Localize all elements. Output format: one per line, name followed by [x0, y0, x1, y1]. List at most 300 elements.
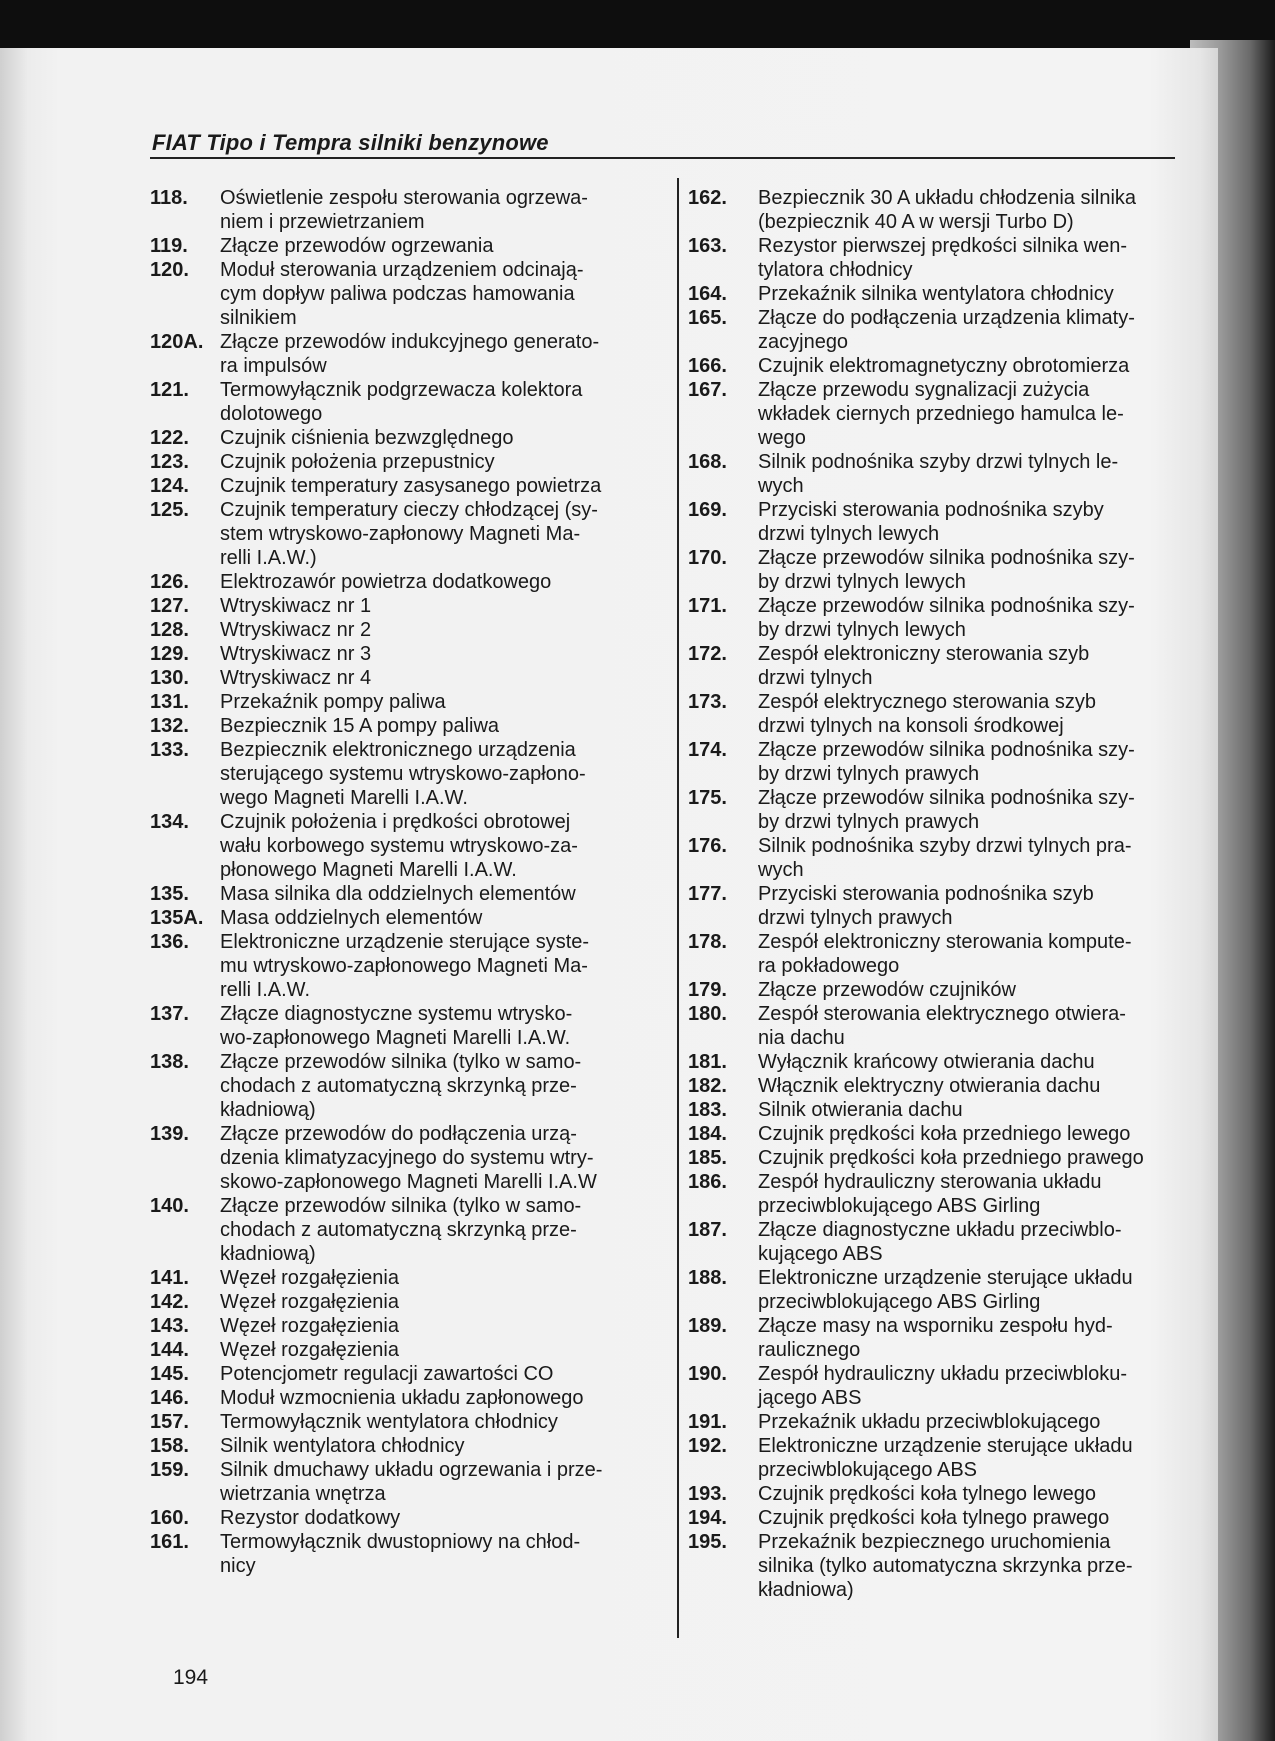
- legend-entry-number: 166.: [688, 355, 727, 377]
- legend-entry-description: [758, 1434, 1178, 1482]
- legend-entry-line: zacyjnego: [758, 331, 849, 353]
- legend-entry-line: sterującego systemu wtryskowo-zapłono-: [220, 763, 586, 785]
- legend-entry-line: drzwi tylnych lewych: [758, 523, 940, 545]
- legend-entry-line: cym dopływ paliwa podczas hamowania: [220, 283, 575, 305]
- legend-entry: [688, 546, 1178, 594]
- legend-entry-line: Czujnik temperatury zasysanego powietrza: [220, 475, 602, 497]
- legend-entry-description: [758, 738, 1178, 786]
- legend-entry: [688, 882, 1178, 930]
- legend-entry-number: 135.: [150, 883, 189, 905]
- legend-entry-number: 142.: [150, 1291, 189, 1313]
- legend-entry-description: [220, 1002, 640, 1050]
- legend-entry-number: 172.: [688, 643, 727, 665]
- legend-entry-line: jącego ABS: [758, 1387, 862, 1409]
- legend-entry-number: 131.: [150, 691, 189, 713]
- legend-entry-description: [758, 354, 1178, 378]
- legend-entry-line: Elektroniczne urządzenie sterujące układu: [758, 1267, 1133, 1289]
- legend-entry: [688, 1266, 1178, 1314]
- legend-entry: [688, 1098, 1178, 1122]
- legend-entry-line: przeciwblokującego ABS: [758, 1459, 978, 1481]
- legend-entry-number: 137.: [150, 1003, 189, 1025]
- legend-entry-description: [220, 570, 640, 594]
- legend-entry-line: przeciwblokującego ABS Girling: [758, 1195, 1041, 1217]
- legend-entry-line: Silnik podnośnika szyby drzwi tylnych pra-: [758, 835, 1132, 857]
- legend-entry-description: [220, 618, 640, 642]
- legend-entry-number: 193.: [688, 1483, 727, 1505]
- legend-entry-number: 128.: [150, 619, 189, 641]
- legend-entry-number: 122.: [150, 427, 189, 449]
- legend-entry-line: Przekaźnik układu przeciwblokującego: [758, 1411, 1101, 1433]
- legend-entry-line: niem i przewietrzaniem: [220, 211, 425, 233]
- legend-entry-description: [758, 930, 1178, 978]
- legend-entry: [150, 642, 640, 666]
- legend-entry-description: [220, 738, 640, 810]
- legend-entry-description: [758, 594, 1178, 642]
- legend-entry-line: Złącze przewodów silnika podnośnika szy-: [758, 787, 1135, 809]
- legend-entry-number: 143.: [150, 1315, 189, 1337]
- legend-entry-description: [220, 642, 640, 666]
- legend-entry-line: Złącze przewodów silnika podnośnika szy-: [758, 595, 1135, 617]
- legend-entry-line: Złącze przewodów silnika podnośnika szy-: [758, 739, 1135, 761]
- legend-entry-description: [758, 642, 1178, 690]
- legend-entry: [150, 1506, 640, 1530]
- legend-entry-line: Złącze masy na wsporniku zespołu hyd-: [758, 1315, 1113, 1337]
- legend-entry-line: dzenia klimatyzacyjnego do systemu wtry-: [220, 1147, 594, 1169]
- legend-entry: [150, 426, 640, 450]
- legend-entry-line: kującego ABS: [758, 1243, 883, 1265]
- legend-entry-number: 170.: [688, 547, 727, 569]
- legend-entry: [150, 1122, 640, 1194]
- legend-entry: [150, 906, 640, 930]
- legend-entry-line: Czujnik prędkości koła przedniego lewego: [758, 1123, 1131, 1145]
- legend-entry-number: 136.: [150, 931, 189, 953]
- legend-entry-description: [758, 1506, 1178, 1530]
- legend-entry-number: 133.: [150, 739, 189, 761]
- legend-entry-number: 167.: [688, 379, 727, 401]
- legend-entry: [688, 1146, 1178, 1170]
- legend-entry-number: 164.: [688, 283, 727, 305]
- legend-entry-number: 187.: [688, 1219, 727, 1241]
- legend-entry-number: 134.: [150, 811, 189, 833]
- legend-entry-line: Zespół elektroniczny sterowania szyb: [758, 643, 1090, 665]
- legend-entry-line: Termowyłącznik wentylatora chłodnicy: [220, 1411, 558, 1433]
- legend-entry-line: wo-zapłonowego Magneti Marelli I.A.W.: [220, 1027, 571, 1049]
- legend-entry-number: 183.: [688, 1099, 727, 1121]
- legend-entry-description: [758, 834, 1178, 882]
- legend-entry-description: [758, 546, 1178, 594]
- legend-entry-description: [758, 1410, 1178, 1434]
- legend-entry-number: 177.: [688, 883, 727, 905]
- legend-entry-number: 162.: [688, 187, 727, 209]
- legend-entry-description: [758, 1362, 1178, 1410]
- legend-entry-description: [758, 1098, 1178, 1122]
- legend-entry-number: 126.: [150, 571, 189, 593]
- legend-entry-line: Rezystor dodatkowy: [220, 1507, 401, 1529]
- legend-entry-number: 127.: [150, 595, 189, 617]
- legend-entry: [688, 1434, 1178, 1482]
- legend-entry: [150, 594, 640, 618]
- legend-entry-line: Moduł sterowania urządzeniem odcinają-: [220, 259, 584, 281]
- legend-entry-number: 176.: [688, 835, 727, 857]
- legend-entry-line: Masa silnika dla oddzielnych elementów: [220, 883, 576, 905]
- legend-entry-description: [758, 450, 1178, 498]
- legend-entry-line: Elektrozawór powietrza dodatkowego: [220, 571, 552, 593]
- legend-entry-description: [758, 1482, 1178, 1506]
- legend-entry: [688, 834, 1178, 882]
- legend-entry-line: drzwi tylnych na konsoli środkowej: [758, 715, 1064, 737]
- legend-entry-line: Zespół hydrauliczny sterowania układu: [758, 1171, 1102, 1193]
- legend-entry: [688, 1002, 1178, 1050]
- legend-entry-description: [758, 1314, 1178, 1362]
- legend-entry: [688, 594, 1178, 642]
- legend-entry: [150, 1314, 640, 1338]
- legend-entry-line: Przekaźnik pompy paliwa: [220, 691, 446, 713]
- legend-entry: [688, 498, 1178, 546]
- legend-left-column: [150, 186, 640, 1578]
- legend-entry-line: by drzwi tylnych lewych: [758, 571, 966, 593]
- legend-entry-description: [758, 1170, 1178, 1218]
- legend-entry-line: (bezpiecznik 40 A w wersji Turbo D): [758, 211, 1074, 233]
- legend-entry: [688, 930, 1178, 978]
- legend-entry-line: ra impulsów: [220, 355, 327, 377]
- legend-entry-line: by drzwi tylnych lewych: [758, 619, 966, 641]
- legend-entry-description: [220, 1338, 640, 1362]
- legend-entry-number: 161.: [150, 1531, 189, 1553]
- legend-entry-number: 158.: [150, 1435, 189, 1457]
- legend-entry: [150, 474, 640, 498]
- legend-entry: [150, 738, 640, 810]
- legend-entry-line: Złącze przewodów do podłączenia urzą-: [220, 1123, 577, 1145]
- legend-entry-number: 163.: [688, 235, 727, 257]
- legend-entry-description: [758, 498, 1178, 546]
- legend-entry-description: [220, 258, 640, 330]
- legend-entry-description: [758, 978, 1178, 1002]
- running-header: FIAT Tipo i Tempra silniki benzynowe: [152, 130, 549, 155]
- legend-entry-line: Zespół elektroniczny sterowania kompute-: [758, 931, 1132, 953]
- legend-entry: [688, 786, 1178, 834]
- legend-entry-number: 190.: [688, 1363, 727, 1385]
- legend-entry: [150, 618, 640, 642]
- legend-entry-description: [758, 186, 1178, 234]
- legend-entry-line: nia dachu: [758, 1027, 845, 1049]
- legend-entry-number: 160.: [150, 1507, 189, 1529]
- legend-entry: [688, 642, 1178, 690]
- legend-entry-line: Złącze przewodów silnika (tylko w samo-: [220, 1051, 582, 1073]
- legend-entry-number: 174.: [688, 739, 727, 761]
- legend-entry-line: relli I.A.W.: [220, 979, 311, 1001]
- header-rule: [150, 157, 1175, 159]
- legend-entry-number: 141.: [150, 1267, 189, 1289]
- legend-entry: [150, 1530, 640, 1578]
- legend-entry-line: wkładek ciernych przedniego hamulca le-: [758, 403, 1124, 425]
- legend-entry: [688, 378, 1178, 450]
- legend-entry: [150, 666, 640, 690]
- legend-entry-number: 121.: [150, 379, 189, 401]
- legend-entry-number: 139.: [150, 1123, 189, 1145]
- legend-entry-number: 138.: [150, 1051, 189, 1073]
- legend-entry-line: skowo-zapłonowego Magneti Marelli I.A.W: [220, 1171, 597, 1193]
- legend-entry-line: Czujnik położenia i prędkości obrotowej: [220, 811, 571, 833]
- legend-entry-line: Zespół hydrauliczny układu przeciwbloku-: [758, 1363, 1128, 1385]
- legend-entry: [688, 1530, 1178, 1602]
- legend-entry: [688, 1362, 1178, 1410]
- legend-entry-description: [220, 474, 640, 498]
- legend-entry-number: 165.: [688, 307, 727, 329]
- legend-entry-description: [220, 906, 640, 930]
- legend-entry: [688, 1482, 1178, 1506]
- legend-entry-line: Czujnik położenia przepustnicy: [220, 451, 495, 473]
- legend-entry-number: 120.: [150, 259, 189, 281]
- legend-entry-number: 180.: [688, 1003, 727, 1025]
- legend-entry-line: Przyciski sterowania podnośnika szyby: [758, 499, 1104, 521]
- legend-entry-number: 129.: [150, 643, 189, 665]
- legend-entry: [688, 1314, 1178, 1362]
- legend-entry-line: Złącze do podłączenia urządzenia klimaty-: [758, 307, 1135, 329]
- legend-entry-line: Złącze diagnostyczne układu przeciwblo-: [758, 1219, 1122, 1241]
- legend-entry-line: Rezystor pierwszej prędkości silnika wen-: [758, 235, 1128, 257]
- legend-entry-line: Bezpiecznik 15 A pompy paliwa: [220, 715, 500, 737]
- legend-entry-line: kładniową): [220, 1243, 316, 1265]
- legend-entry-line: Przekaźnik silnika wentylatora chłodnicy: [758, 283, 1114, 305]
- legend-entry: [688, 978, 1178, 1002]
- legend-entry: [688, 1218, 1178, 1266]
- legend-entry-line: Złącze przewodów ogrzewania: [220, 235, 494, 257]
- legend-entry-line: Złącze przewodów czujników: [758, 979, 1016, 1001]
- legend-entry-line: Węzeł rozgałęzienia: [220, 1267, 399, 1289]
- legend-entry-number: 159.: [150, 1459, 189, 1481]
- legend-entry-number: 189.: [688, 1315, 727, 1337]
- legend-entry-description: [220, 1290, 640, 1314]
- legend-entry-line: Węzeł rozgałęzienia: [220, 1339, 399, 1361]
- legend-entry: [688, 450, 1178, 498]
- legend-entry: [150, 1338, 640, 1362]
- legend-entry: [150, 882, 640, 906]
- legend-entry-description: [758, 306, 1178, 354]
- legend-entry: [150, 1002, 640, 1050]
- legend-entry: [688, 690, 1178, 738]
- legend-entry-number: 184.: [688, 1123, 727, 1145]
- legend-entry-description: [758, 378, 1178, 450]
- legend-entry-description: [220, 1362, 640, 1386]
- legend-entry-line: raulicznego: [758, 1339, 861, 1361]
- legend-entry-number: 144.: [150, 1339, 189, 1361]
- legend-entry-line: Złącze przewodów silnika (tylko w samo-: [220, 1195, 582, 1217]
- legend-entry-line: Czujnik elektromagnetyczny obrotomierza: [758, 355, 1130, 377]
- legend-entry-number: 192.: [688, 1435, 727, 1457]
- legend-entry-line: Termowyłącznik dwustopniowy na chłod-: [220, 1531, 581, 1553]
- legend-entry: [688, 1506, 1178, 1530]
- legend-entry-description: [220, 330, 640, 378]
- legend-entry: [150, 810, 640, 882]
- legend-entry-number: 140.: [150, 1195, 189, 1217]
- legend-entry-number: 178.: [688, 931, 727, 953]
- legend-entry-line: nicy: [220, 1555, 256, 1577]
- legend-entry-description: [220, 1434, 640, 1458]
- legend-entry-number: 195.: [688, 1531, 727, 1553]
- legend-entry-line: Przyciski sterowania podnośnika szyb: [758, 883, 1094, 905]
- legend-entry: [150, 330, 640, 378]
- legend-entry: [150, 1362, 640, 1386]
- legend-entry-number: 123.: [150, 451, 189, 473]
- legend-entry-line: płonowego Magneti Marelli I.A.W.: [220, 859, 517, 881]
- legend-entry: [150, 1386, 640, 1410]
- legend-entry-description: [220, 1506, 640, 1530]
- legend-entry-line: Złącze przewodów indukcyjnego generato-: [220, 331, 600, 353]
- legend-entry-line: Włącznik elektryczny otwierania dachu: [758, 1075, 1101, 1097]
- legend-entry-line: Wyłącznik krańcowy otwierania dachu: [758, 1051, 1095, 1073]
- legend-entry: [150, 1266, 640, 1290]
- legend-entry-description: [220, 1314, 640, 1338]
- legend-entry-line: Oświetlenie zespołu sterowania ogrzewa-: [220, 187, 588, 209]
- legend-entry-number: 124.: [150, 475, 189, 497]
- legend-entry-number: 173.: [688, 691, 727, 713]
- legend-entry-line: wietrzania wnętrza: [220, 1483, 386, 1505]
- legend-entry: [688, 354, 1178, 378]
- legend-entry-line: tylatora chłodnicy: [758, 259, 913, 281]
- legend-entry-line: drzwi tylnych: [758, 667, 873, 689]
- legend-entry-line: ra pokładowego: [758, 955, 900, 977]
- legend-entry-description: [220, 426, 640, 450]
- legend-entry-number: 185.: [688, 1147, 727, 1169]
- legend-entry-description: [758, 1050, 1178, 1074]
- legend-entry-number: 181.: [688, 1051, 727, 1073]
- legend-entry-description: [220, 1386, 640, 1410]
- legend-entry-number: 119.: [150, 235, 188, 257]
- legend-entry: [150, 450, 640, 474]
- legend-entry-number: 169.: [688, 499, 727, 521]
- legend-entry: [150, 498, 640, 570]
- legend-entry-line: Masa oddzielnych elementów: [220, 907, 483, 929]
- legend-entry: [688, 282, 1178, 306]
- legend-entry-line: kładniowa): [758, 1579, 854, 1601]
- legend-entry-description: [220, 1122, 640, 1194]
- legend-entry-line: Silnik dmuchawy układu ogrzewania i prze-: [220, 1459, 603, 1481]
- legend-entry-line: wału korbowego systemu wtryskowo-za-: [220, 835, 578, 857]
- legend-entry-description: [758, 234, 1178, 282]
- legend-entry-number: 118.: [150, 187, 188, 209]
- legend-entry-description: [220, 378, 640, 426]
- legend-entry: [150, 1458, 640, 1506]
- legend-entry-line: Elektroniczne urządzenie sterujące syste-: [220, 931, 590, 953]
- legend-entry-number: 132.: [150, 715, 189, 737]
- legend-entry: [688, 738, 1178, 786]
- legend-entry: [688, 1410, 1178, 1434]
- legend-entry-line: Czujnik prędkości koła przedniego prawego: [758, 1147, 1144, 1169]
- legend-entry: [688, 1050, 1178, 1074]
- legend-entry: [150, 234, 640, 258]
- legend-entry-line: Bezpiecznik 30 A układu chłodzenia silnika: [758, 187, 1137, 209]
- legend-entry-line: silnikiem: [220, 307, 297, 329]
- legend-entry-line: Czujnik prędkości koła tylnego prawego: [758, 1507, 1110, 1529]
- legend-entry: [150, 1194, 640, 1266]
- legend-entry: [688, 1170, 1178, 1218]
- legend-entry-number: 175.: [688, 787, 727, 809]
- legend-entry-number: 194.: [688, 1507, 727, 1529]
- legend-entry-line: relli I.A.W.): [220, 547, 317, 569]
- legend-entry-number: 179.: [688, 979, 727, 1001]
- legend-entry-line: Wtryskiwacz nr 2: [220, 619, 372, 641]
- legend-entry-description: [758, 1122, 1178, 1146]
- legend-entry: [150, 1434, 640, 1458]
- legend-entry: [150, 378, 640, 426]
- legend-entry-line: Przekaźnik bezpiecznego uruchomienia: [758, 1531, 1111, 1553]
- legend-entry-number: 168.: [688, 451, 727, 473]
- legend-entry: [688, 1122, 1178, 1146]
- legend-entry-description: [758, 690, 1178, 738]
- legend-entry-description: [220, 690, 640, 714]
- legend-entry: [688, 306, 1178, 354]
- legend-entry-line: silnika (tylko automatyczna skrzynka prze-: [758, 1555, 1133, 1577]
- legend-entry-description: [220, 666, 640, 690]
- legend-entry-description: [758, 1218, 1178, 1266]
- legend-entry-line: mu wtryskowo-zapłonowego Magneti Ma-: [220, 955, 588, 977]
- legend-entry-description: [220, 450, 640, 474]
- legend-entry-description: [220, 1530, 640, 1578]
- legend-entry-description: [758, 882, 1178, 930]
- legend-entry-description: [220, 1266, 640, 1290]
- legend-entry-line: przeciwblokującego ABS Girling: [758, 1291, 1041, 1313]
- legend-entry-description: [220, 498, 640, 570]
- legend-entry-description: [758, 786, 1178, 834]
- legend-entry-line: Wtryskiwacz nr 4: [220, 667, 372, 689]
- legend-entry: [150, 1050, 640, 1122]
- legend-entry-number: 186.: [688, 1171, 727, 1193]
- legend-entry: [150, 186, 640, 234]
- legend-entry-line: Potencjometr regulacji zawartości CO: [220, 1363, 554, 1385]
- legend-entry-number: 135A.: [150, 907, 204, 929]
- legend-entry-line: Moduł wzmocnienia układu zapłonowego: [220, 1387, 584, 1409]
- legend-entry-line: Bezpiecznik elektronicznego urządzenia: [220, 739, 576, 761]
- legend-entry-line: Czujnik prędkości koła tylnego lewego: [758, 1483, 1096, 1505]
- legend-entry-line: Wtryskiwacz nr 3: [220, 643, 372, 665]
- legend-entry: [688, 234, 1178, 282]
- legend-entry-line: kładniową): [220, 1099, 316, 1121]
- legend-entry: [150, 258, 640, 330]
- legend-entry-description: [220, 1410, 640, 1434]
- legend-entry-line: wych: [758, 475, 804, 497]
- legend-entry-description: [220, 186, 640, 234]
- legend-entry-line: chodach z automatyczną skrzynką prze-: [220, 1219, 577, 1241]
- legend-entry-description: [220, 594, 640, 618]
- legend-entry-number: 146.: [150, 1387, 189, 1409]
- legend-entry-line: Silnik podnośnika szyby drzwi tylnych le-: [758, 451, 1119, 473]
- legend-entry-line: Węzeł rozgałęzienia: [220, 1315, 399, 1337]
- legend-entry-line: wych: [758, 859, 804, 881]
- legend-entry-number: 125.: [150, 499, 189, 521]
- legend-entry-line: Węzeł rozgałęzienia: [220, 1291, 399, 1313]
- legend-entry-description: [758, 1266, 1178, 1314]
- legend-entry-line: by drzwi tylnych prawych: [758, 811, 980, 833]
- legend-entry: [150, 714, 640, 738]
- legend-entry-line: Silnik otwierania dachu: [758, 1099, 963, 1121]
- legend-entry-description: [758, 282, 1178, 306]
- legend-entry-line: Czujnik ciśnienia bezwzględnego: [220, 427, 514, 449]
- legend-entry-line: wego: [758, 427, 806, 449]
- legend-entry-line: Czujnik temperatury cieczy chłodzącej (sy-: [220, 499, 598, 521]
- legend-entry-line: stem wtryskowo-zapłonowy Magneti Ma-: [220, 523, 581, 545]
- legend-entry-line: Złącze diagnostyczne systemu wtrysko-: [220, 1003, 573, 1025]
- legend-entry-line: wego Magneti Marelli I.A.W.: [220, 787, 468, 809]
- legend-entry-description: [758, 1146, 1178, 1170]
- legend-entry: [150, 570, 640, 594]
- legend-entry-description: [220, 1194, 640, 1266]
- legend-entry-number: 120A.: [150, 331, 204, 353]
- legend-entry-line: Złącze przewodów silnika podnośnika szy-: [758, 547, 1135, 569]
- legend-entry-description: [220, 930, 640, 1002]
- legend-entry-line: Wtryskiwacz nr 1: [220, 595, 372, 617]
- legend-entry-number: 145.: [150, 1363, 189, 1385]
- legend-entry-description: [220, 1050, 640, 1122]
